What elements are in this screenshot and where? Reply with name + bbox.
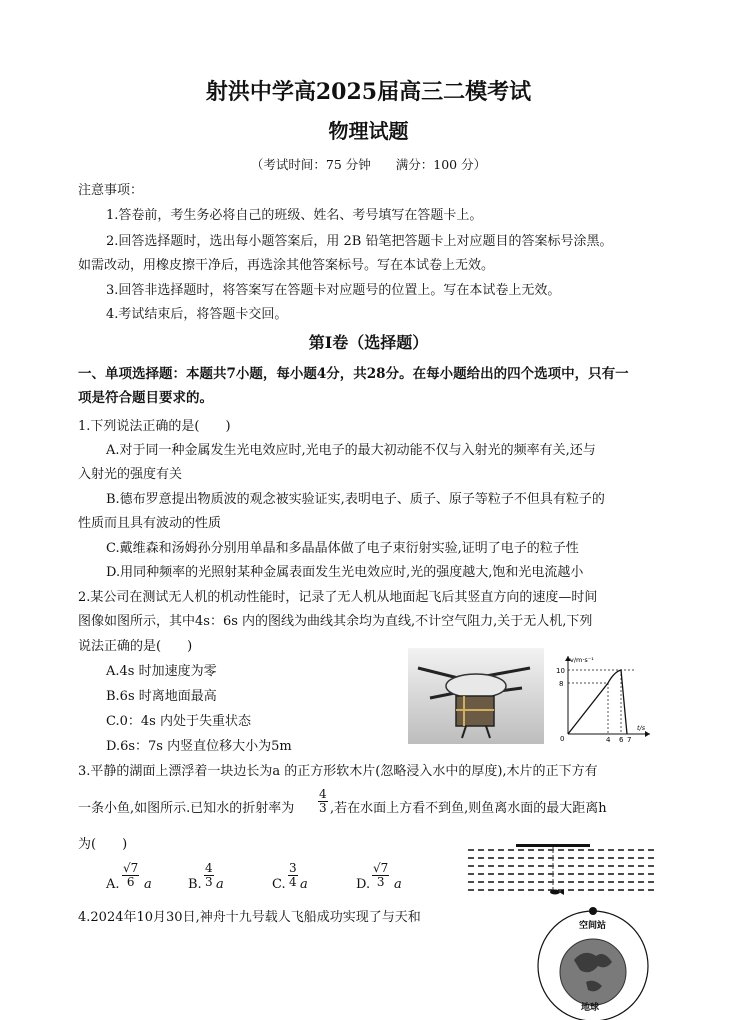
q3-stem-2b: ,若在水面上方看不到鱼,则鱼离水面的最大距离h	[330, 801, 607, 816]
graph-xlabel: t/s	[637, 724, 646, 732]
q3-option-d-label: D.	[356, 877, 371, 892]
q1-option-a: A.对于同一种金属发生光电效应时,光电子的最大初动能不仅与入射光的频率有关,还与	[106, 443, 596, 458]
q2-option-d: D.6s：7s 内竖直位移大小为5m	[106, 739, 292, 754]
graph-ytick-10: 10	[556, 667, 565, 675]
q3-option-d-var: a	[394, 877, 402, 892]
graph-curve	[568, 670, 627, 734]
q2-option-b: B.6s 时离地面最高	[106, 689, 217, 704]
notice-heading: 注意事项：	[78, 183, 144, 198]
drone-photo	[408, 648, 544, 744]
q3-stem-2a: 一条小鱼,如图所示.已知水的折射率为	[78, 801, 295, 816]
q3-option-a-frac	[122, 862, 139, 889]
q1-option-b: B.德布罗意提出物质波的观念被实验证实,表明电子、质子、原子等粒子不但具有粒子的	[106, 492, 605, 507]
q3-option-d-frac	[372, 862, 389, 889]
q3-option-c-var: a	[300, 877, 308, 892]
q1-option-a-cont: 入射光的强度有关	[78, 467, 183, 482]
earth-label: 地球	[581, 1003, 600, 1013]
q3-n-numerator: 4	[319, 787, 327, 801]
q1-option-d: D.用同种频率的光照射某种金属表面发生光电效应时,光的强度越大,饱和光电流越小	[106, 565, 584, 580]
section-instruction-2: 项是符合题目要求的。	[78, 390, 213, 406]
notice-item-4: 4.考试结束后，将答题卡交回。	[106, 307, 288, 322]
q1-stem: 1.下列说法正确的是( )	[78, 419, 231, 434]
q3-option-b-den: 3	[205, 875, 213, 889]
q2-stem-3: 说法正确的是( )	[78, 639, 193, 654]
notice-item-3: 3.回答非选择题时，将答案写在答题卡对应题号的位置上。写在本试卷上无效。	[106, 283, 561, 298]
q3-option-b-label: B.	[188, 877, 202, 892]
q3-option-a-label: A.	[106, 877, 120, 892]
q3-n-denominator: 3	[319, 801, 327, 815]
space-station-label: 空间站	[579, 921, 607, 931]
earth-icon	[560, 939, 626, 1005]
q2-stem-2: 图像如图所示，其中4s：6s 内的图线为曲线其余均为直线,不计空气阻力,关于无人机,下列	[78, 614, 593, 629]
q2-option-a: A.4s 时加速度为零	[106, 664, 217, 679]
water-lines	[468, 850, 654, 890]
graph-xtick-4: 4	[606, 736, 611, 742]
orbit-diagram	[534, 900, 652, 1020]
q3-refractive-index	[318, 788, 328, 815]
wood-board	[516, 844, 590, 847]
section-title: 第I卷（选择题）	[308, 333, 429, 352]
section-instruction-1: 一、单项选择题：本题共7小题，每小题4分，共28分。在每小题给出的四个选项中，只有一	[78, 366, 629, 382]
q2-stem-1: 2.某公司在测试无人机的机动性能时，记录了无人机从地面起飞后其竖直方向的速度—时间	[78, 590, 598, 605]
graph-xtick-0: 0	[560, 735, 565, 742]
q1-option-b-cont: 性质而且具有波动的性质	[78, 516, 222, 531]
space-station-dot	[589, 907, 597, 915]
q2-option-c: C.0：4s 内处于失重状态	[106, 714, 251, 729]
q3-option-b-var: a	[216, 877, 224, 892]
velocity-time-graph	[550, 650, 655, 742]
notice-item-2: 2.回答选择题时，选出每小题答案后，用 2B 铅笔把答题卡上对应题目的答案标号涂黑。	[106, 234, 613, 249]
water-diagram	[466, 838, 656, 902]
q3-option-a-num: √7	[123, 861, 139, 875]
exam-title: 射洪中学高2025届高三二模考试	[205, 79, 532, 105]
q3-option-c-label: C.	[272, 877, 286, 892]
q3-option-a-var: a	[144, 877, 152, 892]
graph-ylabel: v/m·s⁻¹	[570, 656, 594, 664]
q3-option-b-num: 4	[205, 861, 213, 875]
graph-ytick-8: 8	[559, 680, 564, 688]
q3-option-c-frac	[288, 862, 298, 889]
q3-option-d-num: √7	[373, 861, 389, 875]
q3-option-c-den: 4	[289, 875, 297, 889]
exam-info: （考试时间：75 分钟 满分：100 分）	[250, 157, 487, 172]
graph-xtick-7: 7	[627, 736, 632, 742]
notice-item-2-cont: 如需改动，用橡皮擦干净后，再选涂其他答案标号。写在本试卷上无效。	[78, 258, 495, 273]
subject-title: 物理试题	[328, 119, 409, 143]
q3-option-c-num: 3	[289, 861, 297, 875]
q3-stem-3: 为( )	[78, 837, 128, 852]
notice-item-1: 1.答卷前，考生务必将自己的班级、姓名、考号填写在答题卡上。	[106, 208, 483, 223]
q1-option-c: C.戴维森和汤姆孙分别用单晶和多晶晶体做了电子束衍射实验,证明了电子的粒子性	[106, 541, 579, 556]
graph-xtick-6: 6	[619, 736, 624, 742]
q4-stem-1: 4.2024年10月30日,神舟十九号载人飞船成功实现了与天和	[78, 910, 421, 925]
q3-stem-1: 3.平静的湖面上漂浮着一块边长为a 的正方形软木片(忽略浸入水中的厚度),木片的正下方有	[78, 764, 598, 779]
q3-option-a-den: 6	[126, 875, 135, 889]
q3-option-d-den: 3	[376, 875, 385, 889]
q3-option-b-frac	[204, 862, 214, 889]
